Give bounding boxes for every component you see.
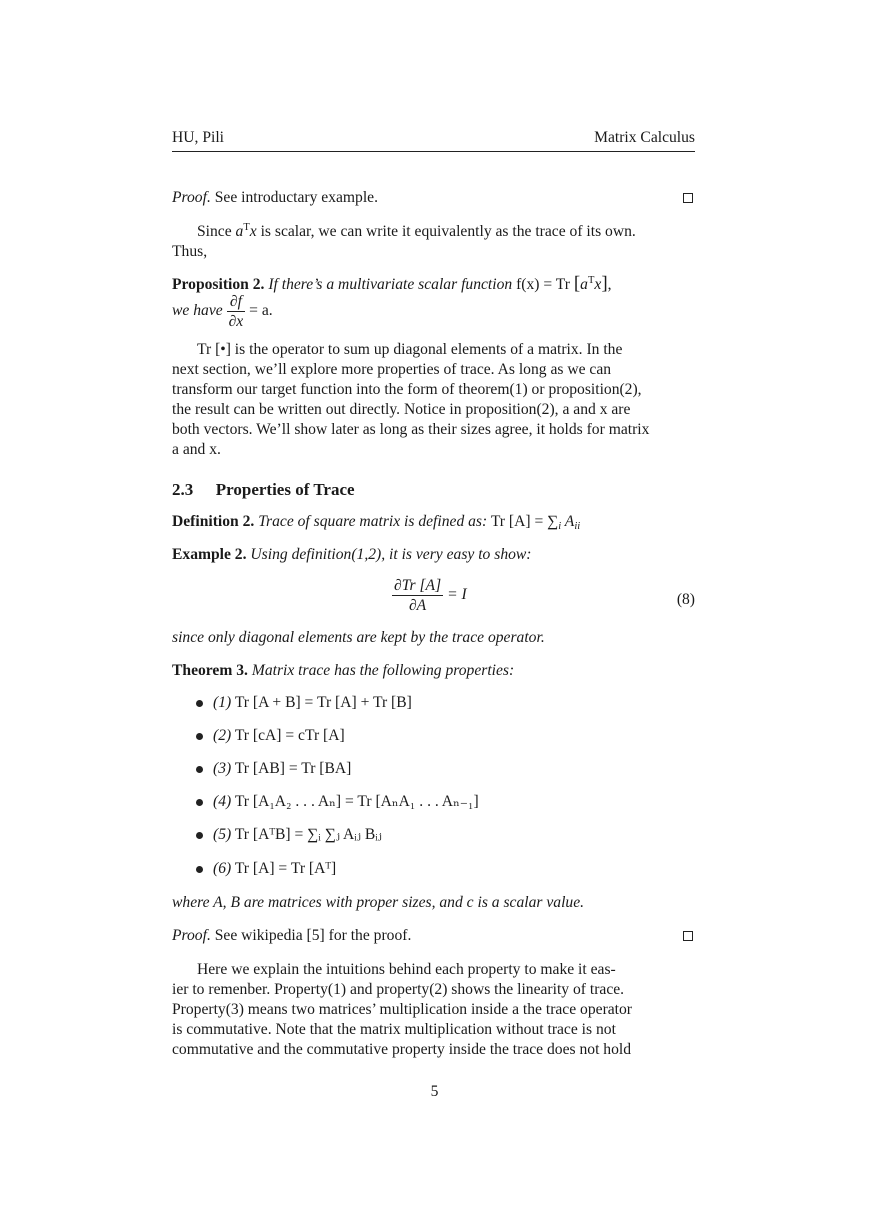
bullet-icon	[196, 799, 203, 806]
header-rule	[172, 151, 695, 152]
page-number: 5	[430, 1083, 439, 1100]
paragraph-trace-line-5: both vectors. We’ll show later as long as their sizes agree, it holds for matrix	[172, 421, 650, 438]
example-label: Example 2.	[172, 546, 247, 563]
paragraph-intuition-line-1: Here we explain the intuitions behind each property to make it eas-	[197, 961, 616, 978]
qed-box-icon	[683, 193, 693, 203]
definition-label: Definition 2.	[172, 513, 255, 530]
qed-box-icon	[683, 931, 693, 941]
list-item: (6) Tr [A] = Tr [Aᵀ]	[213, 860, 337, 877]
bullet-icon	[196, 733, 203, 740]
proof-intro	[172, 188, 695, 208]
bullet-icon	[196, 766, 203, 773]
proof-wikipedia	[172, 926, 695, 946]
proposition-2-formula: we have $\frac{\partial f}{\partial x}$ = a.	[172, 293, 273, 330]
paragraph-since-line2: Thus,	[172, 243, 208, 260]
proposition-2: Proposition 2. If there’s a multivariate scalar function f(x) = Tr $[a^Tx]$,	[172, 273, 612, 294]
proof-label: Proof.	[172, 189, 211, 206]
list-item: (2) Tr [cA] = cTr [A]	[213, 727, 345, 744]
paragraph-since: Since $a^Tx$ is scalar, we can write it equivalently as the trace of its own.	[197, 222, 636, 240]
equation-number: (8)	[676, 591, 695, 608]
bullet-icon	[196, 832, 203, 839]
proposition-label: Proposition 2.	[172, 276, 265, 293]
paragraph-trace-line-1: Tr [•] is the operator to sum up diagonal elements of a matrix. In the	[197, 341, 623, 358]
running-header	[172, 128, 695, 150]
paragraph-intuition-line-5: commutative and the commutative property inside the trace does not hold	[172, 1041, 632, 1058]
fraction: $\frac{\partial Tr [A]}{\partial A}$	[394, 577, 442, 614]
paragraph-trace-line-3: transform our target function into the form of theorem(1) or proposition(2),	[172, 381, 642, 398]
list-item: (3) Tr [AB] = Tr [BA]	[213, 760, 352, 777]
theorem-3-after: where A, B are matrices with proper sizes, and c is a scalar value.	[172, 894, 585, 911]
example-2: Example 2. Using definition(1,2), it is very easy to show:	[172, 546, 532, 563]
proof-text: See wikipedia [5] for the proof.	[214, 927, 412, 944]
section-number: 2.3	[172, 480, 194, 499]
proof-label: Proof.	[172, 927, 211, 944]
bullet-icon	[196, 866, 203, 873]
section-title: Properties of Trace	[215, 480, 355, 499]
paragraph-intuition-line-3: Property(3) means two matrices’ multiplication inside a the trace operator	[172, 1001, 632, 1018]
paragraph-intuition-line-2: ier to remenber. Property(1) and property(2) shows the linearity of trace.	[172, 981, 625, 998]
list-item: (4) Tr [A₁A₂ . . . Aₙ] = Tr [AₙA₁ . . . Aₙ₋₁]	[213, 793, 479, 810]
proof-text: See introductary example.	[214, 189, 378, 206]
header-author: HU, Pili	[172, 129, 224, 146]
fraction: $\frac{\partial f}{\partial x}$	[228, 293, 244, 330]
list-item: (1) Tr [A + B] = Tr [A] + Tr [B]	[213, 694, 412, 711]
example-2-after: since only diagonal elements are kept by the trace operator.	[172, 629, 545, 646]
paragraph-trace-line-4: the result can be written out directly. Notice in proposition(2), a and x are	[172, 401, 631, 418]
list-item: (5) Tr [AᵀB] = ∑ᵢ ∑ⱼ Aᵢⱼ Bᵢⱼ	[213, 826, 382, 843]
paragraph-trace-line-6: a and x.	[172, 441, 221, 458]
definition-2: Definition 2. Trace of square matrix is defined as: Tr $[A] = \sum_i$ $A_{ii}$	[172, 513, 581, 532]
paragraph-trace-line-2: next section, we’ll explore more properties of trace. As long as we can	[172, 361, 612, 378]
theorem-label: Theorem 3.	[172, 662, 248, 679]
bullet-icon	[196, 700, 203, 707]
section-heading	[172, 480, 355, 500]
equation-8: $\frac{\partial Tr [A]}{\partial A}$ = I	[394, 577, 467, 614]
theorem-3: Theorem 3. Matrix trace has the following properties:	[172, 662, 515, 679]
header-title: Matrix Calculus	[594, 129, 695, 146]
paragraph-intuition-line-4: is commutative. Note that the matrix multiplication without trace is not	[172, 1021, 616, 1038]
